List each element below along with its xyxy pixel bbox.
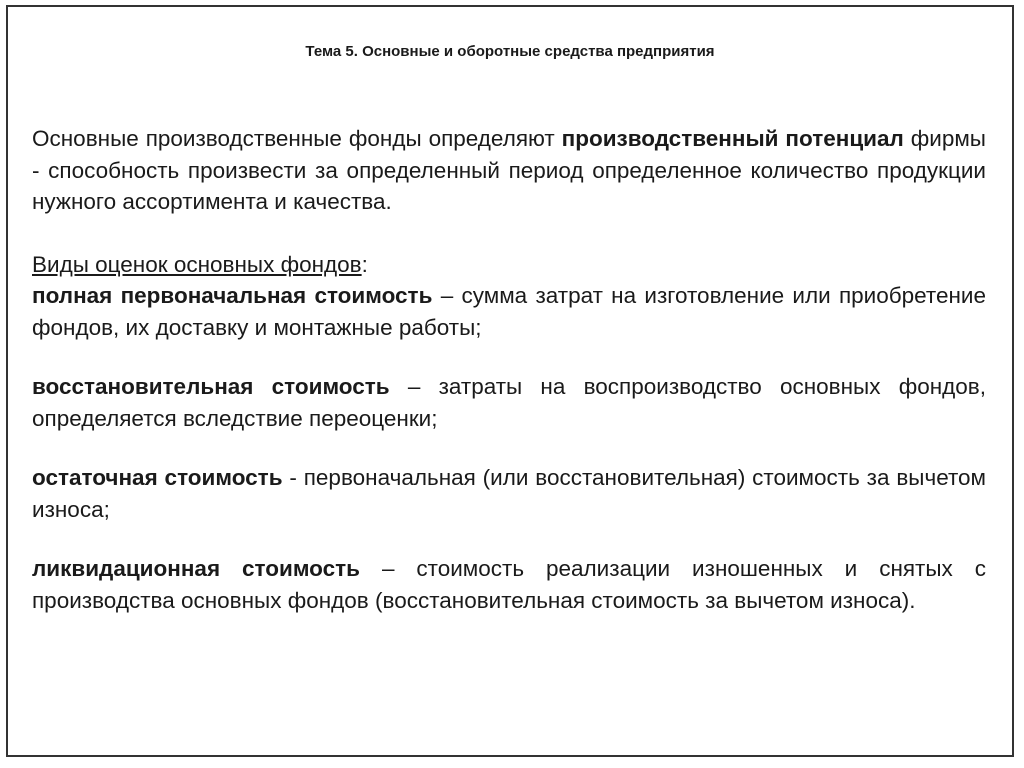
valuation-term: полная первоначальная стоимость <box>32 283 433 308</box>
valuation-item-initial <box>32 280 986 343</box>
valuation-definition: – стоимость реализации изношенных и снятых с производства основных фондов (восстановительная стоимость за вычетом износа). <box>32 556 986 613</box>
slide <box>6 5 1014 757</box>
intro-paragraph <box>32 123 986 218</box>
valuation-item-liquidation <box>32 553 986 616</box>
valuation-definition: – затраты на воспроизводство основных фондов, определяется вследствие переоценки; <box>32 374 986 431</box>
slide-body <box>32 123 986 616</box>
intro-prefix: Основные производственные фонды определяют <box>32 126 562 151</box>
types-heading <box>32 249 986 281</box>
valuation-item-replacement <box>32 371 986 434</box>
valuation-item-residual <box>32 462 986 525</box>
valuation-term: ликвидационная стоимость <box>32 556 360 581</box>
slide-title: Тема 5. Основные и оборотные средства предприятия <box>305 43 715 60</box>
types-heading-colon: : <box>361 251 368 277</box>
types-heading-underlined: Виды оценок основных фондов <box>32 251 362 277</box>
intro-bold-term: производственный потенциал <box>561 126 904 151</box>
intro-suffix: фирмы - способность произвести за определенный период определенное количество продукции нужного ассортимента и качества. <box>32 126 986 214</box>
valuation-definition: - первоначальная (или восстановительная) стоимость за вычетом износа; <box>32 465 986 522</box>
valuation-term: остаточная стоимость <box>32 465 283 490</box>
valuation-term: восстановительная стоимость <box>32 374 390 399</box>
valuation-definition: – сумма затрат на изготовление или приобретение фондов, их доставку и монтажные работы; <box>32 283 986 340</box>
